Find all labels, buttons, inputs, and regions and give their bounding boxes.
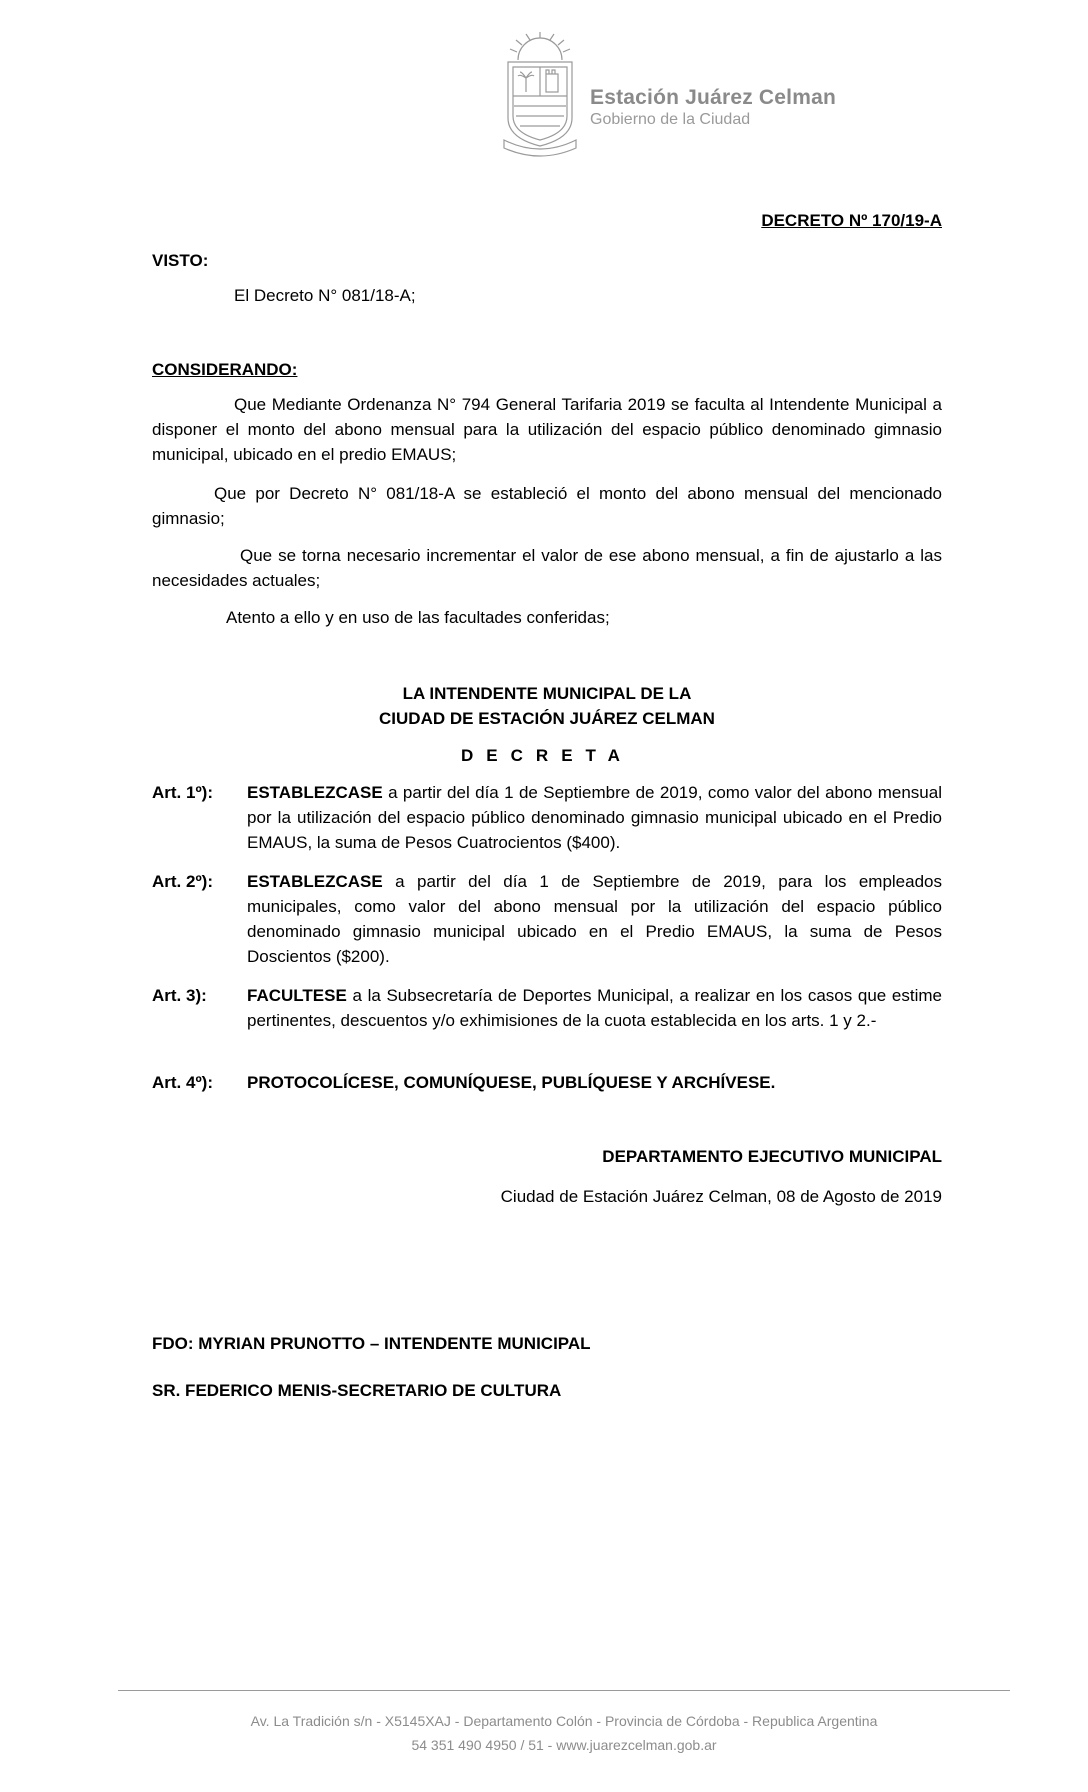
article-label: Art. 4º): bbox=[152, 1073, 213, 1092]
footer-address: Av. La Tradición s/n - X5145XAJ - Departamento Colón - Provincia de Córdoba - Republica Argentina bbox=[250, 1713, 878, 1729]
article-4 bbox=[152, 1070, 942, 1095]
article-text: a partir del día 1 de Septiembre de 2019, como valor del abono mensual por la utilización del espacio público denominado gimnasio municipal ubicado en el Predio EMAUS, la suma de Pesos Cuatrocientos ($400). bbox=[247, 783, 942, 852]
article-label: Art. 3): bbox=[152, 986, 207, 1005]
visto-heading: VISTO: bbox=[152, 251, 209, 270]
considerando-heading: CONSIDERANDO: bbox=[152, 360, 298, 379]
article-3 bbox=[152, 983, 942, 1033]
article-keyword: ESTABLEZCASE bbox=[247, 783, 383, 802]
considerando-paragraph: Atento a ello y en uso de las facultades conferidas; bbox=[226, 608, 610, 627]
article-body bbox=[247, 869, 942, 969]
article-keyword: FACULTESE bbox=[247, 986, 347, 1005]
visto-text: El Decreto N° 081/18-A; bbox=[234, 286, 416, 305]
article-body bbox=[247, 1070, 942, 1095]
signature-line: FDO: MYRIAN PRUNOTTO – INTENDENTE MUNICIPAL bbox=[152, 1334, 591, 1353]
place-date: Ciudad de Estación Juárez Celman, 08 de Agosto de 2019 bbox=[500, 1187, 942, 1206]
article-body bbox=[247, 983, 942, 1033]
organization-block bbox=[590, 86, 836, 129]
article-label: Art. 1º): bbox=[152, 783, 213, 802]
footer-contact: 54 351 490 4950 / 51 - www.juarezcelman.gob.ar bbox=[411, 1737, 717, 1753]
letterhead bbox=[490, 30, 890, 170]
authority-line-1: LA INTENDENTE MUNICIPAL DE LA bbox=[402, 684, 692, 703]
considerando-paragraph: Que Mediante Ordenanza N° 794 General Tarifaria 2019 se faculta al Intendente Municipal a disponer el monto del abono mensual para la utilización del espacio público denominado gimnasio municipal, ubicado en el predio EMAUS; bbox=[152, 395, 942, 464]
signature-line: SR. FEDERICO MENIS-SECRETARIO DE CULTURA bbox=[152, 1381, 562, 1400]
footer-divider bbox=[118, 1690, 1010, 1691]
article-keyword: PROTOCOLÍCESE, COMUNÍQUESE, PUBLÍQUESE Y ARCHÍVESE. bbox=[247, 1073, 776, 1092]
article-keyword: ESTABLEZCASE bbox=[247, 872, 383, 891]
authority-line-2: CIUDAD DE ESTACIÓN JUÁREZ CELMAN bbox=[379, 709, 715, 728]
article-text: a la Subsecretaría de Deportes Municipal, a realizar en los casos que estime pertinentes, descuentos y/o exhimisiones de la cuota establecida en los arts. 1 y 2.- bbox=[247, 986, 942, 1030]
article-label: Art. 2º): bbox=[152, 872, 213, 891]
organization-name: Estación Juárez Celman bbox=[590, 86, 836, 109]
organization-subtitle: Gobierno de la Ciudad bbox=[590, 111, 751, 128]
considerando-paragraph: Que se torna necesario incrementar el valor de ese abono mensual, a fin de ajustarlo a las necesidades actuales; bbox=[152, 546, 942, 590]
department-name: DEPARTAMENTO EJECUTIVO MUNICIPAL bbox=[602, 1147, 942, 1166]
article-text: a partir del día 1 de Septiembre de 2019, para los empleados municipales, como valor del abono mensual por la utilización del espacio público denominado gimnasio municipal ubicado en el Predio EMAUS, la suma de Pesos Doscientos ($200). bbox=[247, 872, 942, 966]
decreta-heading: DECRETA bbox=[461, 746, 633, 765]
article-body bbox=[247, 780, 942, 855]
article-1 bbox=[152, 780, 942, 855]
municipal-seal-icon bbox=[490, 30, 590, 160]
article-2 bbox=[152, 869, 942, 969]
decree-number: DECRETO Nº 170/19-A bbox=[761, 211, 942, 230]
considerando-paragraph: Que por Decreto N° 081/18-A se estableció el monto del abono mensual del mencionado gimnasio; bbox=[152, 484, 942, 528]
